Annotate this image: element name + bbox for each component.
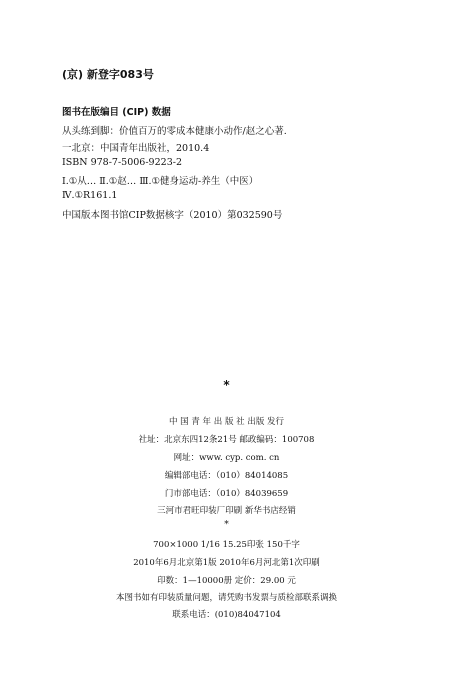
divider-star: * [224, 520, 229, 530]
contact-phone: 联系电话：(010)84047104 [172, 610, 281, 620]
format-specs: 700×1000 1/16 15.25印张 150千字 [153, 540, 300, 550]
cip-publication-line: 一北京：中国青年出版社，2010.4 [62, 143, 210, 154]
cip-library-number: 中国版本图书馆CIP数据核字（2010）第032590号 [62, 210, 283, 221]
publishing-approval-number: (京) 新登字083号 [62, 68, 154, 81]
publisher-website: 网址：www. cyp. com. cn [173, 453, 280, 463]
publisher-address: 社址：北京东四12条21号 邮政编码：100708 [138, 435, 315, 445]
print-run-price: 印数：1—10000册 定价：29.00 元 [157, 576, 296, 586]
cip-title-line: 从头练到脚：价值百万的零成本健康小动作/赵之心著. [62, 126, 287, 137]
cip-classification-2: Ⅳ.①R161.1 [62, 190, 118, 201]
quality-notice: 本图书如有印装质量问题，请凭购书发票与质检部联系调换 [115, 593, 337, 603]
edition-info: 2010年6月北京第1版 2010年6月河北第1次印刷 [133, 558, 320, 568]
cip-isbn: ISBN 978-7-5006-9223-2 [62, 157, 182, 168]
cip-heading: 图书在版编目 (CIP) 数据 [62, 107, 171, 118]
divider-star: * [223, 378, 230, 392]
printer-distributor: 三河市君旺印装厂印刷 新华书店经销 [157, 506, 296, 516]
editorial-phone: 编辑部电话：（010）84014085 [164, 471, 289, 481]
publisher-name-line: 中 国 青 年 出 版 社 出版 发行 [168, 417, 285, 427]
cip-classification-1: Ⅰ.①从… Ⅱ.①赵… Ⅲ.①健身运动-养生（中医） [62, 176, 259, 187]
retail-phone: 门市部电话：（010）84039659 [164, 489, 289, 499]
